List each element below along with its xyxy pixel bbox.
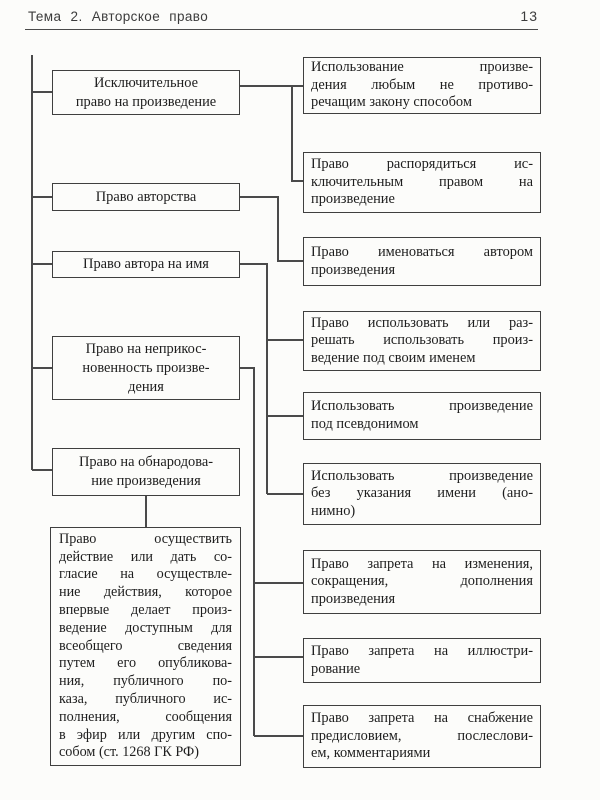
box-line: ния, публичного по-	[59, 673, 232, 690]
box-line: Использовать произведение	[311, 467, 533, 484]
box-line: Право запрета на снабжение	[311, 710, 533, 727]
page-number: 13	[520, 8, 538, 24]
box-line: ведение под своим именем	[311, 349, 476, 366]
box-line: Право запрета на изменения,	[311, 555, 533, 572]
box-line: Право использовать или раз-	[311, 314, 533, 331]
box-line: произведения	[311, 590, 396, 607]
box-dispose-exclusive-right	[303, 152, 541, 213]
box-line: Использование произве-	[311, 59, 533, 76]
box-line: Право на обнародова-	[78, 454, 214, 470]
box-line: под псевдонимом	[311, 416, 419, 432]
box-line: действие или дать со-	[59, 548, 232, 565]
box-line: ем, комментариями	[311, 745, 431, 762]
box-line: Право осуществить	[59, 530, 232, 547]
box-line: Право распорядиться ис-	[311, 156, 533, 173]
box-line: Право авторства	[95, 188, 197, 205]
box-line: рование	[311, 660, 361, 677]
box-line: решать использовать произ-	[311, 332, 533, 349]
box-line: Использовать произведение	[311, 398, 533, 415]
box-line: право на произведение	[75, 93, 217, 110]
page-header-title: Тема 2. Авторское право	[28, 9, 209, 24]
box-prohibit-changes	[303, 550, 541, 614]
box-line: в эфир или другим спо-	[59, 726, 232, 743]
box-author-name-right	[52, 251, 240, 278]
box-line: каза, публичного ис-	[59, 690, 232, 707]
box-use-under-pseudonym	[303, 392, 541, 440]
box-line: ние действия, которое	[59, 584, 232, 601]
connector	[292, 86, 303, 181]
connector	[240, 368, 254, 736]
box-line: гласие на осуществле-	[59, 566, 232, 583]
box-use-anonymously	[303, 463, 541, 525]
box-line: нимно)	[311, 502, 356, 519]
box-line: сокращения, дополнения	[311, 573, 533, 590]
box-disclosure-right	[52, 448, 240, 496]
box-line: Право именоваться автором	[311, 243, 533, 260]
box-line: всеобщего сведения	[59, 637, 232, 654]
box-line: ние произведения	[91, 473, 201, 489]
box-prohibit-foreword	[303, 705, 541, 768]
box-line: произведения	[311, 261, 396, 278]
connector	[240, 197, 303, 261]
box-line: без указания имени (ано-	[311, 485, 533, 502]
box-line: собом (ст. 1268 ГК РФ)	[59, 744, 199, 761]
box-disclosure-definition	[50, 527, 241, 766]
box-prohibit-illustration	[303, 638, 541, 683]
box-be-named-author	[303, 237, 541, 286]
box-authorship-right	[52, 183, 240, 211]
box-use-any-lawful-way	[303, 57, 541, 114]
box-line: произведение	[311, 191, 395, 208]
box-line: Право автора на имя	[83, 256, 209, 272]
box-exclusive-right	[52, 70, 240, 115]
box-line: путем его опубликова-	[59, 655, 232, 672]
box-line: полнения, сообщения	[59, 708, 232, 725]
box-use-under-own-name	[303, 311, 541, 371]
box-line: дения	[128, 378, 164, 395]
box-line: ключительным правом на	[311, 173, 533, 190]
box-line: Исключительное	[94, 74, 198, 91]
box-line: дения любым не противо-	[311, 76, 533, 93]
box-line: впервые делает произ-	[59, 602, 232, 618]
box-line: речащим закону способом	[311, 94, 472, 111]
box-line: новенность произве-	[82, 359, 210, 376]
box-line: Право запрета на иллюстри-	[311, 642, 533, 659]
box-line: ведение доступным для	[59, 619, 232, 636]
box-line: Право на неприкос-	[85, 340, 207, 357]
box-integrity-right	[52, 336, 240, 400]
box-line: предисловием, послеслови-	[311, 727, 533, 744]
